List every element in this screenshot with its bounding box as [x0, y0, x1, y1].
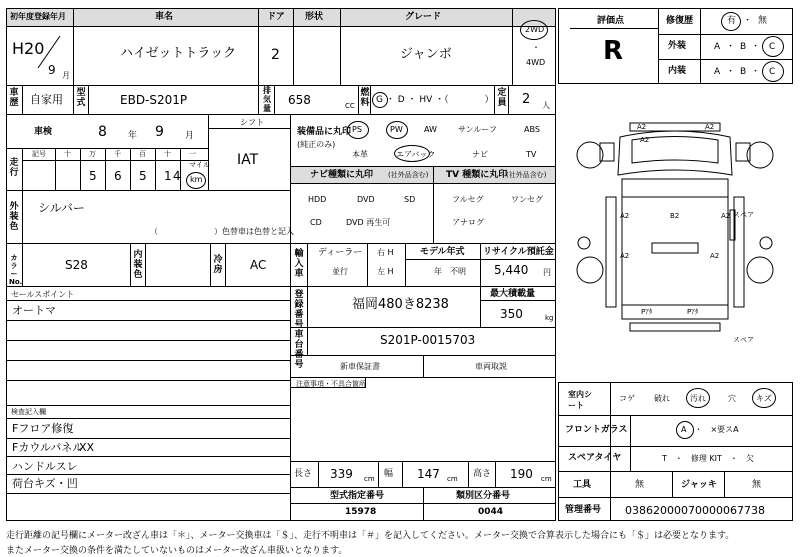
jack-label: ジャッキ — [681, 480, 717, 490]
mark-a2-right: A2 — [721, 212, 731, 220]
equip-aw: AW — [424, 125, 437, 134]
color-no: S28 — [65, 258, 88, 272]
navi-cd: CD — [310, 218, 322, 227]
km-label: km — [190, 175, 203, 184]
int-b: B — [740, 67, 747, 77]
int-dot2: ・ — [751, 67, 761, 77]
capacity: 2 — [522, 92, 531, 107]
repair-no: 無 — [758, 16, 768, 26]
digit-2: 5 — [89, 169, 97, 183]
ext-grade-label: 外装 — [668, 41, 687, 51]
drive-4wd: 4WD — [526, 58, 546, 67]
ext-a: A — [714, 42, 721, 52]
shift-label: シフト — [240, 118, 264, 127]
unit-ichi: 一 — [189, 150, 196, 158]
width: 147 — [417, 467, 440, 481]
spare-tire-opts: T ・ 修理 KIT ・ 欠 — [662, 454, 754, 463]
unit-10man: 十 — [64, 150, 71, 158]
model: EBD-S201P — [120, 93, 188, 107]
equip-tv: TV — [526, 150, 537, 159]
ext-dot2: ・ — [751, 42, 761, 52]
displacement-label: 排気量 — [263, 86, 271, 113]
width-unit: cm — [447, 475, 458, 483]
reg-year-label: 初年度登録年月 — [10, 12, 66, 21]
sheet-kizu: キズ — [756, 394, 772, 403]
mark-b2: B2 — [670, 212, 680, 220]
person-unit: 人 — [542, 101, 550, 110]
equip-sunroof: サンルーフ — [458, 125, 497, 134]
equip-leather: 本革 — [352, 150, 368, 159]
model-year-label: モデル年式 — [420, 247, 465, 257]
tv-fullseg: フルセグ — [452, 195, 484, 204]
sheet-koge: コゲ — [619, 394, 635, 403]
navi-hdd: HDD — [308, 195, 327, 204]
int-grade-label: 内装 — [668, 66, 687, 76]
mark-spare-1: スペア — [733, 211, 754, 219]
equip-airbag: エアバック — [396, 150, 436, 159]
reg-month-unit: 月 — [62, 71, 70, 80]
plate-value: 福岡480き8238 — [352, 297, 449, 312]
steer-right: 右 H — [377, 248, 394, 257]
import-dealer: ディーラー — [318, 248, 363, 258]
chassis-label: 車台番号 — [294, 330, 304, 370]
car-name-label: 車名 — [155, 12, 174, 22]
fuel-options: G ・ D ・ HV ・（ ） — [376, 95, 494, 105]
inspector-label: 検査記入欄 — [11, 408, 46, 416]
navi-sd: SD — [404, 195, 416, 204]
int-dot1: ・ — [726, 67, 736, 77]
repair-dot: ・ — [743, 16, 753, 26]
equip-navi: ナビ — [472, 150, 488, 159]
mark-pata-1: Pｱﾀ — [641, 308, 653, 316]
mark-spare-2: スペア — [733, 336, 754, 344]
kg-unit: kg — [545, 314, 554, 322]
plate-label: 登録番号 — [294, 290, 304, 330]
displacement: 658 — [288, 93, 311, 107]
exterior-color: シルバー — [38, 201, 85, 215]
spare-tire-label: スペアタイヤ — [568, 453, 622, 463]
shaken-month: 9 — [155, 124, 164, 140]
exterior-color-label: 外装色 — [9, 202, 19, 232]
length-label: 長さ — [294, 469, 313, 479]
ext-dot1: ・ — [726, 42, 736, 52]
jack-value: 無 — [752, 480, 762, 490]
width-label: 幅 — [384, 469, 394, 479]
mark-a2-top-r: A2 — [705, 123, 715, 131]
recycle-value: 5,440 — [494, 263, 529, 277]
class-label: 類別区分番号 — [456, 491, 511, 501]
yen-unit: 円 — [543, 268, 551, 277]
equipment-label: 装備品に丸印 — [297, 127, 352, 137]
mark-a2-bottom: A2 — [710, 252, 720, 260]
equipment-sub: (純正のみ) — [297, 140, 336, 149]
max-load: 350 — [500, 307, 523, 321]
int-a: A — [714, 67, 721, 77]
manual-label: 車両取説 — [475, 362, 507, 371]
shift-value: IAT — [237, 152, 259, 168]
equip-pw: PW — [390, 125, 403, 134]
footnote-1: 走行距離の記号欄にメーター改ざん車は「＊」、メーター交換車は「＄」、走行不明車は「＃」を記入してください。メーター交換で合算表示した場合にも「＄」は必要となります。 — [6, 531, 735, 541]
mark-a2-top: A2 — [637, 123, 647, 131]
reg-era: H20 — [12, 39, 45, 58]
grade: ジャンボ — [400, 47, 452, 62]
steer-left: 左 H — [377, 267, 394, 276]
mark-pata-2: Pｱﾀ — [687, 308, 699, 316]
max-load-label: 最大積載量 — [490, 289, 536, 299]
color-no-label: カラーNo. — [9, 254, 23, 286]
chassis-value: S201P-0015703 — [380, 333, 476, 347]
shaken-label: 車検 — [34, 127, 53, 137]
shaken-year-unit: 年 — [128, 131, 138, 141]
model-spec-value: 15978 — [345, 507, 377, 517]
sheet-ana: 穴 — [728, 394, 736, 403]
sales-point-label: セールスポイント — [11, 290, 75, 299]
grade-label: グレード — [405, 12, 442, 22]
caution-label: 注意事項・不具合箇所 — [296, 380, 366, 388]
capacity-label: 定員 — [497, 88, 507, 108]
windshield-opts: A ・ ×要スA — [681, 425, 739, 434]
inspector-line-2b: XX — [79, 441, 95, 454]
management-label: 管理番号 — [565, 505, 602, 515]
mark-a2-left: A2 — [620, 212, 630, 220]
vehicle-diagram — [560, 115, 792, 360]
management-value: 03862000070000067738 — [625, 504, 765, 517]
equip-ps: PS — [352, 125, 362, 134]
unit-man: 万 — [89, 150, 96, 158]
warranty-label: 新車保証書 — [340, 362, 380, 371]
car-name: ハイゼットトラック — [120, 46, 237, 61]
repair-yes: 有 — [727, 16, 737, 26]
unit-juu: 十 — [164, 150, 171, 158]
inspector-line-3: ハンドルスレ — [12, 460, 78, 473]
navi-label: ナビ種類に丸印 — [310, 170, 374, 180]
sales-point-line-1: オートマ — [12, 304, 56, 317]
kigo-label: 記号 — [32, 150, 46, 158]
height-unit: cm — [541, 475, 552, 483]
sheet-yogore: 汚れ — [690, 394, 706, 403]
navi-dvd-play: DVD 再生可 — [346, 218, 391, 227]
cc-unit: CC — [345, 102, 355, 110]
reg-month: 9 — [48, 63, 56, 77]
footnote-2: またメーター交換の条件を満たしていないものはメーター改ざん車扱いとなります。 — [6, 546, 348, 556]
shaken-year: 8 — [98, 124, 107, 140]
windshield-label: フロントガラス — [565, 425, 628, 435]
usage: 自家用 — [30, 93, 63, 106]
class-value: 0044 — [478, 507, 504, 517]
doors: 2 — [271, 47, 280, 63]
model-label: 型式 — [76, 88, 86, 108]
mark-a2-cab: A2 — [640, 136, 650, 144]
interior-sheet-label: 室内シート — [568, 390, 592, 410]
interior-color-label: 内装色 — [133, 250, 143, 280]
digit-5: 1 — [164, 169, 172, 183]
navi-sub: (社外品含む) — [388, 171, 429, 179]
drive-2wd: 2WD — [525, 25, 545, 34]
unit-hyaku: 百 — [139, 150, 146, 158]
ac-label: 冷房 — [213, 255, 223, 275]
shape-label: 形状 — [305, 12, 324, 22]
height-label: 高さ — [473, 469, 492, 479]
door-label: ドア — [267, 12, 285, 22]
navi-dvd: DVD — [357, 195, 375, 204]
tv-label: TV 種類に丸印 — [446, 170, 508, 180]
model-spec-label: 型式指定番号 — [330, 491, 385, 501]
digit-4: 5 — [139, 169, 147, 183]
repair-label: 修復歴 — [666, 16, 694, 26]
digit-6: 4 — [173, 169, 181, 183]
fuel-label: 燃料 — [360, 88, 370, 108]
unit-sen: 千 — [114, 150, 121, 158]
ext-b: B — [740, 42, 747, 52]
equip-abs: ABS — [524, 125, 540, 134]
digit-3: 6 — [114, 169, 122, 183]
usage-label: 車歴 — [9, 88, 19, 108]
inspector-line-2: Fカウルパネル — [12, 441, 84, 454]
mark-a2-lower: A2 — [620, 252, 630, 260]
score-value: R — [603, 36, 624, 66]
height: 190 — [510, 467, 533, 481]
length-unit: cm — [364, 475, 375, 483]
shaken-month-unit: 月 — [185, 131, 195, 141]
model-year: 年 不明 — [434, 267, 466, 276]
mileage-label: 走行 — [9, 158, 19, 178]
recycle-label: リサイクル預託金 — [483, 247, 554, 257]
ac-value: AC — [250, 258, 267, 272]
import-parallel: 並行 — [332, 267, 348, 276]
ext-c: C — [769, 42, 776, 52]
inspector-line-4: 荷台キズ・凹 — [12, 477, 78, 490]
import-label: 輸入車 — [294, 249, 304, 279]
tools-label: 工具 — [573, 480, 592, 490]
mile-label: マイル — [189, 161, 210, 169]
sheet-yabure: 破れ — [654, 394, 670, 403]
color-note: （ ）色替車は色替と記入 — [150, 227, 294, 236]
score-label: 評価点 — [597, 16, 625, 26]
tv-analog: アナログ — [452, 218, 484, 227]
length: 339 — [330, 467, 353, 481]
inspector-line-1: Fフロア修復 — [12, 422, 74, 435]
tv-sub: (社外品含む) — [506, 171, 547, 179]
int-c: C — [769, 67, 776, 77]
tv-oneseg: ワンセグ — [511, 195, 543, 204]
tools-value: 無 — [635, 480, 645, 490]
